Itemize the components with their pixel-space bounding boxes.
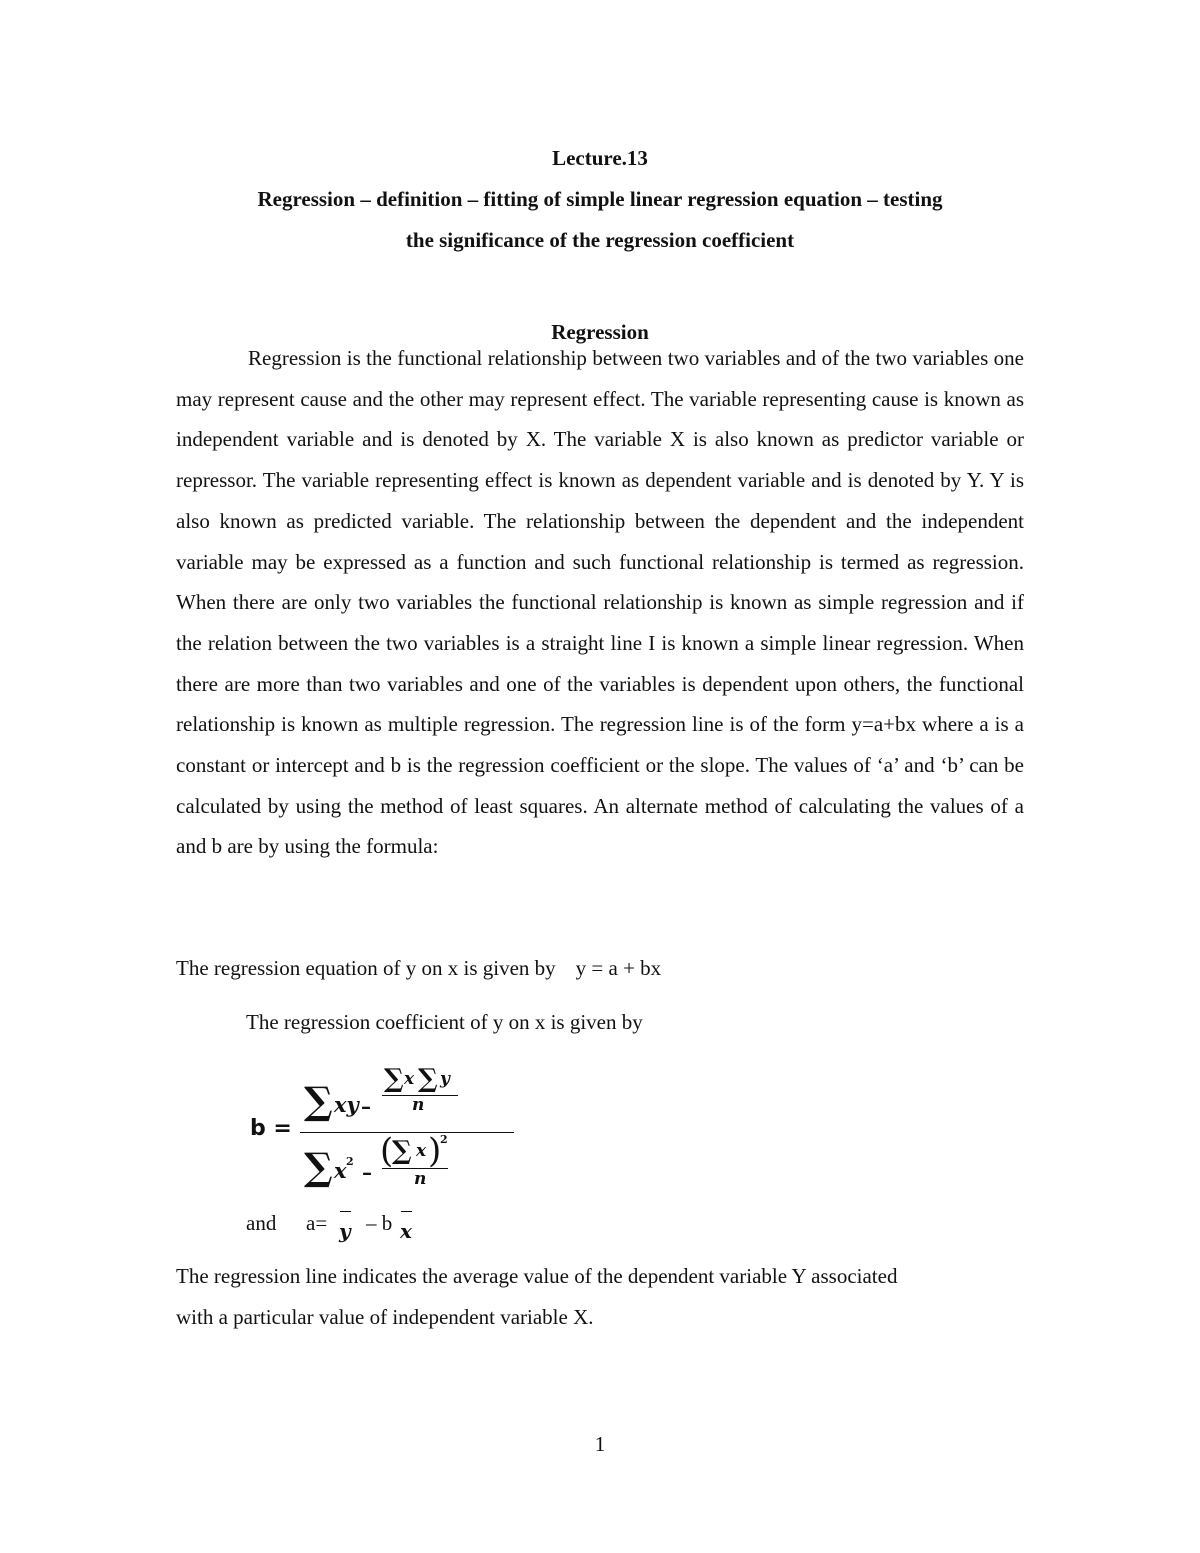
minus-b: – b — [366, 1211, 393, 1235]
numerator-minus: – — [361, 1094, 371, 1118]
closing-line-1: The regression line indicates the average value of the dependent variable Y associated — [176, 1264, 898, 1288]
closing-line-2: with a particular value of independent variable X. — [176, 1304, 594, 1329]
sigma-symbol: ∑ — [418, 1064, 438, 1094]
y-bar-variable: y — [339, 1219, 351, 1243]
numerator-x: x — [404, 1069, 415, 1089]
sigma-symbol: ∑ — [304, 1078, 333, 1123]
numerator-n: n — [412, 1095, 425, 1115]
sigma-symbol: ∑ — [392, 1136, 412, 1166]
intercept-formula-line — [246, 1203, 546, 1243]
lecture-number: Lecture.13 — [552, 146, 648, 170]
title-block — [176, 138, 1024, 261]
coefficient-intro: The regression coefficient of y on x is given by — [246, 1010, 643, 1034]
regression-equation-line — [176, 948, 661, 988]
denominator-n: n — [414, 1169, 427, 1189]
denominator-minus: – — [362, 1160, 372, 1184]
and-word: and — [246, 1211, 277, 1235]
close-paren: ) — [428, 1131, 442, 1171]
denominator-x-exponent: 2 — [346, 1155, 354, 1168]
equation-rhs: y = a + bx — [575, 956, 662, 980]
denominator-x: x — [334, 1158, 347, 1183]
closing-paragraph — [176, 1256, 1024, 1337]
x-bar-variable: x — [400, 1219, 412, 1243]
regression-coefficient-formula — [246, 1062, 506, 1212]
regression-definition-paragraph: Regression is the functional relationship between two variables and of the two variables one may represent cause and the other may represent effect. The variable representing cause is known as independent variable and is denoted by X. The variable X is also known as predictor variable or repressor. The variable representing effect is known as dependent variable and is denoted by Y. Y is also known as predicted variable. The relationship between the dependent and the independent variable may be expressed as a function and such functional relationship is termed as regression. When there are only two variables the functional relationship is known as simple regression and if the relation between the two variables is a straight line I is known a simple linear regression. When there are more than two variables and one of the variables is dependent upon others, the functional relationship is known as multiple regression. The regression line is of the form y=a+bx where a is a constant or intercept and b is the regression coefficient or the slope. The values of ‘a’ and ‘b’ can be calculated by using the method of least squares. An alternate method of calculating the values of a and b are by using the formula: — [176, 346, 1024, 859]
denominator-x-inner: x — [416, 1141, 427, 1161]
formula-lhs: b = — [250, 1116, 292, 1141]
equation-intro: The regression equation of y on x is given by — [176, 956, 556, 980]
main-fraction-bar — [300, 1132, 514, 1133]
lecture-title-line-1: Regression – definition – fitting of simple linear regression equation – testing — [257, 187, 943, 211]
numerator-y: y — [440, 1069, 450, 1089]
page-number: 1 — [594, 1432, 606, 1456]
section-heading: Regression — [551, 320, 649, 344]
denominator-square-exponent: 2 — [440, 1133, 448, 1146]
open-paren: ( — [380, 1131, 394, 1171]
lecture-title-line-2: the significance of the regression coefficient — [405, 228, 795, 252]
sigma-symbol: ∑ — [304, 1144, 333, 1189]
sigma-symbol: ∑ — [384, 1064, 404, 1094]
numerator-xy: xy — [334, 1092, 359, 1117]
intercept-a-equals: a= — [306, 1211, 328, 1235]
